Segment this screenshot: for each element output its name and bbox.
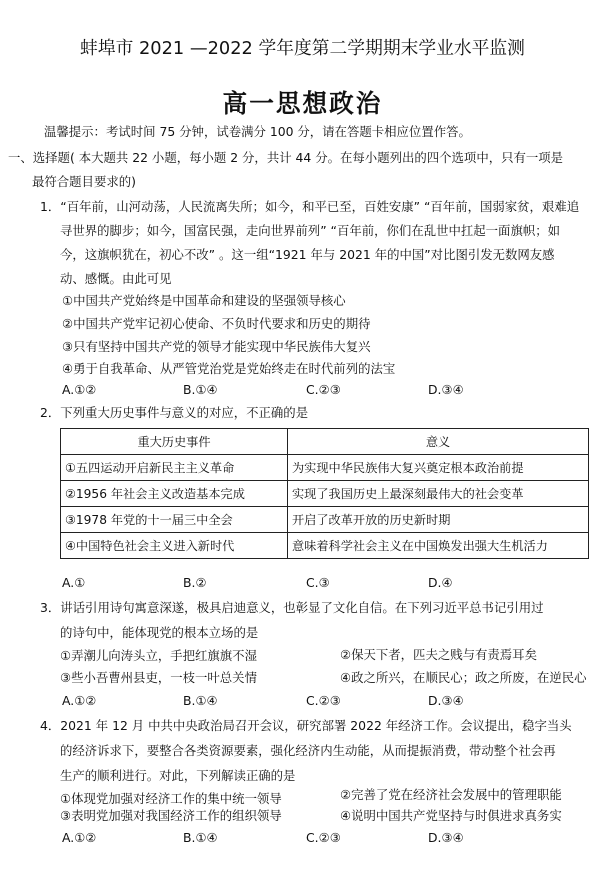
table-cell: ②1956 年社会主义改造基本完成	[61, 481, 288, 507]
section-heading-cont: 最符合题目要求的)	[32, 174, 136, 189]
answer-option-a[interactable]: A.①	[62, 575, 86, 590]
answer-option-b[interactable]: B.②	[183, 575, 207, 590]
exam-notice: 温馨提示：考试时间 75 分钟，试卷满分 100 分，请在答题卡相应位置作答。	[44, 124, 471, 139]
table-header: 重大历史事件	[61, 429, 288, 455]
subject-title: 高一思想政治	[222, 89, 383, 118]
table-row	[61, 507, 589, 533]
table-cell: ③1978 年党的十一届三中全会	[61, 507, 288, 533]
section-heading: 一、选择题( 本大题共 22 小题，每小题 2 分，共计 44 分。在每小题列出的四个选项中，只有一项是	[8, 150, 564, 165]
table-cell: ④中国特色社会主义进入新时代	[61, 533, 288, 559]
table-row	[61, 533, 589, 559]
question-3-item: ④政之所兴，在顺民心；政之所废，在逆民心	[340, 670, 587, 685]
answer-option-c[interactable]: C.③	[306, 575, 330, 590]
answer-option-b[interactable]: B.①④	[183, 693, 218, 708]
answer-option-b[interactable]: B.①④	[183, 830, 218, 845]
answer-option-a[interactable]: A.①②	[62, 382, 97, 397]
table-row	[61, 455, 589, 481]
question-3-line: 的诗句中，能体现党的根本立场的是	[60, 625, 259, 640]
question-1-item: ④勇于自我革命、从严管党治党是党始终走在时代前列的法宝	[62, 361, 396, 376]
question-3-item: ③些小吾曹州县吏，一枝一叶总关情	[60, 670, 257, 685]
table-cell: 开启了改革开放的历史新时期	[288, 507, 589, 533]
table-header-row	[61, 429, 589, 455]
table-cell: 实现了我国历史上最深刻最伟大的社会变革	[288, 481, 589, 507]
question-4-line: 的经济诉求下，要整合各类资源要素，强化经济内生动能，从而提振消费，带动整个社会再	[60, 743, 556, 758]
question-1-item: ③只有坚持中国共产党的领导才能实现中华民族伟大复兴	[62, 339, 371, 354]
question-1-line: 寻世界的脚步；如今，国富民强，走向世界前列” “百年前，你们在乱世中扛起一面旗帜；如	[60, 223, 561, 238]
question-4-item: ④说明中国共产党坚持与时俱进求真务实	[340, 808, 562, 823]
question-4-item: ①体现党加强对经济工作的集中统一领导	[60, 791, 282, 806]
table-row	[61, 481, 589, 507]
answer-option-d[interactable]: D.④	[428, 575, 453, 590]
history-events-table	[60, 428, 589, 559]
table-cell: 意味着科学社会主义在中国焕发出强大生机活力	[288, 533, 589, 559]
question-2-stem: 2．下列重大历史事件与意义的对应，不正确的是	[40, 405, 309, 420]
question-1-line: 动、感慨。由此可见	[60, 271, 172, 286]
answer-option-a[interactable]: A.①②	[62, 693, 97, 708]
answer-option-b[interactable]: B.①④	[183, 382, 218, 397]
question-4-line: 4．2021 年 12 月 中共中央政治局召开会议，研究部署 2022 年经济工作。会议提出，稳字当头	[40, 718, 572, 733]
answer-option-c[interactable]: C.②③	[306, 830, 341, 845]
answer-option-c[interactable]: C.②③	[306, 382, 341, 397]
answer-option-d[interactable]: D.③④	[428, 693, 464, 708]
question-4-item: ③表明党加强对我国经济工作的组织领导	[60, 808, 282, 823]
answer-option-a[interactable]: A.①②	[62, 830, 97, 845]
table-header: 意义	[288, 429, 589, 455]
question-3-item: ②保天下者，匹夫之贱与有责焉耳矣	[340, 647, 537, 662]
question-3-item: ①弄潮儿向涛头立，手把红旗旗不湿	[60, 648, 257, 663]
table-cell: ①五四运动开启新民主主义革命	[61, 455, 288, 481]
table-cell: 为实现中华民族伟大复兴奠定根本政治前提	[288, 455, 589, 481]
question-1-line: 1．“百年前，山河动荡，人民流离失所；如今，和平已至，百姓安康” “百年前，国弱家贫，艰难追	[40, 199, 580, 214]
question-1-line: 今，这旗帜犹在，初心不改” 。这一组“1921 年与 2021 年的中国”对比图引发无数网友感	[60, 247, 555, 262]
exam-title: 蚌埠市 2021 —2022 学年度第二学期期末学业水平监测	[80, 38, 525, 59]
question-4-item: ②完善了党在经济社会发展中的管理职能	[340, 787, 562, 802]
answer-option-d[interactable]: D.③④	[428, 382, 464, 397]
answer-option-c[interactable]: C.②③	[306, 693, 341, 708]
answer-option-d[interactable]: D.③④	[428, 830, 464, 845]
question-4-line: 生产的顺利进行。对此，下列解读正确的是	[60, 768, 296, 783]
question-1-item: ②中国共产党牢记初心使命、不负时代要求和历史的期待	[62, 316, 371, 331]
question-3-line: 3．讲话引用诗句寓意深遂，极具启迪意义，也彰显了文化自信。在下列习近平总书记引用过	[40, 600, 544, 615]
question-1-item: ①中国共产党始终是中国革命和建设的坚强领导核心	[62, 293, 346, 308]
